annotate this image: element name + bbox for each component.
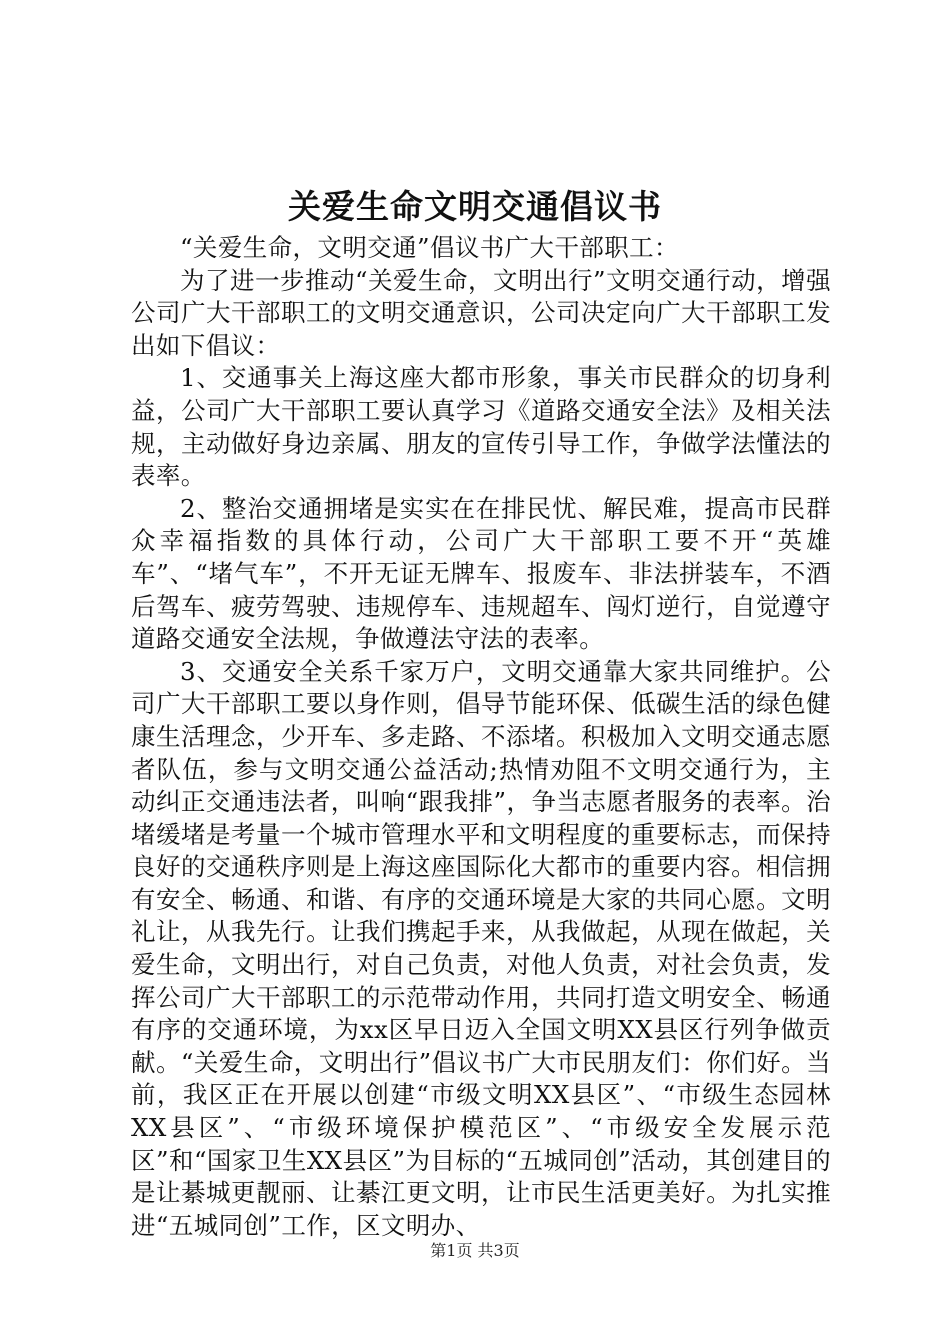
document-title: 关爱生命文明交通倡议书: [288, 187, 662, 226]
salutation-paragraph: “关爱生命，文明交通”倡议书广大干部职工：: [180, 233, 679, 262]
page-number-footer: 第1页 共3页: [430, 1241, 520, 1260]
item-2-paragraph: 2、整治交通拥堵是实实在在排民忧、解民难，提高市民群众幸福指数的具体行动，公司广大干部职工要不开“英雄车”、“堵气车”，不开无证无牌车、报废车、非法拼装车，不酒后驾车、疲劳驾驶、违规停车、违规超车、闯灯逆行，自觉遵守道路交通安全法规，争做遵法守法的表率。: [131, 493, 831, 654]
intro-paragraph: 为了进一步推动“关爱生命，文明出行”文明交通行动，增强公司广大干部职工的文明交通意识，公司决定向广大干部职工发出如下倡议：: [131, 265, 831, 360]
item-1-paragraph: 1、交通事关上海这座大都市形象，事关市民群众的切身利益，公司广大干部职工要认真学习《道路交通安全法》及相关法规，主动做好身边亲属、朋友的宣传引导工作，争做学法懂法的表率。: [131, 363, 831, 491]
document-body: [131, 232, 831, 1242]
item-3-paragraph: 3、交通安全关系千家万户，文明交通靠大家共同维护。公司广大干部职工要以身作则，倡导节能环保、低碳生活的绿色健康生活理念，少开车、多走路、不添堵。积极加入文明交通志愿者队伍，参与文明交通公益活动;热情劝阻不文明交通行为，主动纠正交通违法者，叫响“跟我排”，争当志愿者服务的表率。治堵缓堵是考量一个城市管理水平和文明程度的重要标志，而保持良好的交通秩序则是上海这座国际化大都市的重要内容。相信拥有安全、畅通、和谐、有序的交通环境是大家的共同心愿。文明礼让，从我先行。让我们携起手来，从我做起，从现在做起，关爱生命，文明出行，对自己负责，对他人负责，对社会负责，发挥公司广大干部职工的示范带动作用，共同打造文明安全、畅通有序的交通环境，为xx区早日迈入全国文明XX县区行列争做贡献。“关爱生命，文明出行”倡议书广大市民朋友们：你们好。当前，我区正在开展以创建“市级文明XX县区”、“市级生态园林XX县区”、“市级环境保护模范区”、“市级安全发展示范区”和“国家卫生XX县区”为目标的“五城同创”活动，其创建目的是让綦城更靓丽、让綦江更文明，让市民生活更美好。为扎实推进“五城同创”工作，区文明办、: [131, 656, 831, 1240]
